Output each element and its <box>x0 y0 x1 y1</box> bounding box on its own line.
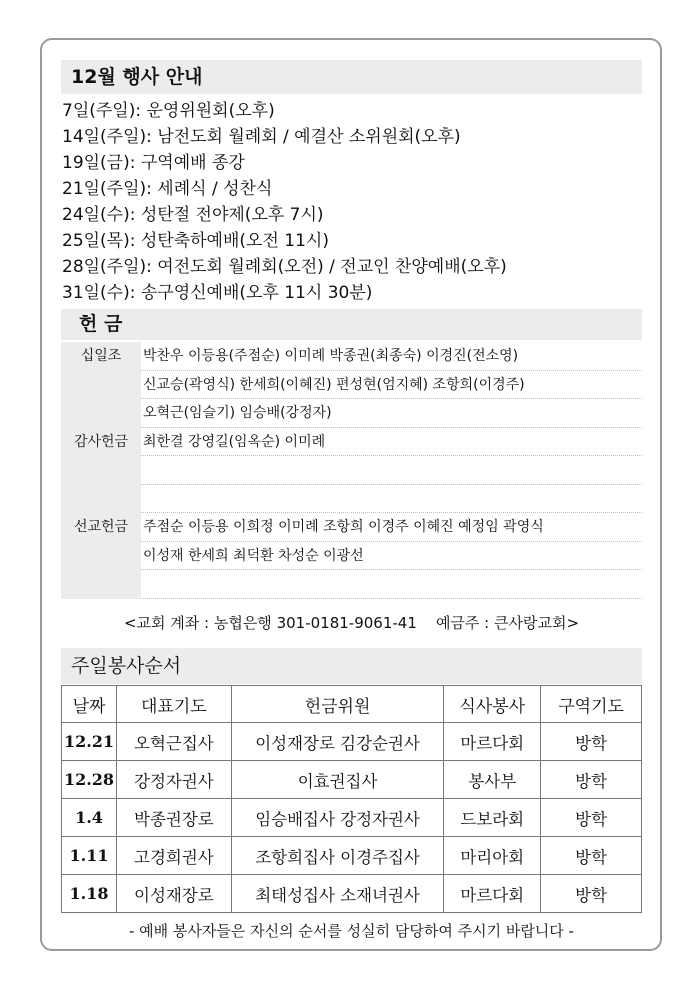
event-item: 14일(주일): 남전도회 월례회 / 예결산 소위원회(오후) <box>62 127 461 147</box>
table-row <box>62 837 642 875</box>
cell-meal-service: 마리아회 <box>444 837 541 875</box>
event-item: 25일(목): 성탄축하예배(오전 11시) <box>62 231 329 251</box>
cell-district-prayer: 방학 <box>541 723 642 761</box>
header-meal-service: 식사봉사 <box>444 686 541 723</box>
offering-category: 감사헌금 <box>61 428 141 457</box>
events-title: 12월 행사 안내 <box>61 60 642 94</box>
cell-prayer: 오혁근집사 <box>116 723 231 761</box>
header-prayer: 대표기도 <box>116 686 231 723</box>
cell-date: 1.18 <box>62 875 117 913</box>
cell-date: 1.11 <box>62 837 117 875</box>
offering-row <box>61 485 642 514</box>
cell-district-prayer: 방학 <box>541 875 642 913</box>
table-header-row <box>62 686 642 723</box>
offering-row <box>61 342 642 371</box>
offering-names: 주점순 이등용 이희정 이미례 조항희 이경주 이혜진 예정임 곽영식 <box>143 519 544 535</box>
cell-prayer: 고경희권사 <box>116 837 231 875</box>
offering-table <box>61 342 642 599</box>
cell-date: 12.21 <box>62 723 117 761</box>
cell-meal-service: 마르다회 <box>444 723 541 761</box>
header-date: 날짜 <box>62 686 117 723</box>
offering-category <box>61 399 141 428</box>
cell-prayer: 박종권장로 <box>116 799 231 837</box>
footer-note: - 예배 봉사자들은 자신의 순서를 성실히 담당하여 주시기 바랍니다 - <box>129 922 574 940</box>
offering-names: 오혁근(임슬기) 임승배(강정자) <box>143 405 332 421</box>
event-item: 28일(주일): 여전도회 월례회(오전) / 전교인 찬양예배(오후) <box>62 257 507 277</box>
cell-offering-committee: 최태성집사 소재녀권사 <box>231 875 444 913</box>
church-account: <교회 계좌 : 농협은행 301-0181-9061-41 예금주 : 큰사랑교회> <box>123 614 580 632</box>
cell-date: 1.4 <box>62 799 117 837</box>
table-row <box>62 799 642 837</box>
event-item: 24일(수): 성탄절 전야제(오후 7시) <box>62 205 324 225</box>
offering-category <box>61 456 141 485</box>
header-district-prayer: 구역기도 <box>541 686 642 723</box>
offering-category: 십일조 <box>61 342 141 371</box>
offering-row <box>61 399 642 428</box>
service-title: 주일봉사순서 <box>61 648 642 684</box>
offering-title: 헌 금 <box>61 309 642 340</box>
offering-row <box>61 513 642 542</box>
offering-row <box>61 570 642 599</box>
offering-category <box>61 542 141 571</box>
offering-category <box>61 371 141 400</box>
cell-district-prayer: 방학 <box>541 837 642 875</box>
offering-row <box>61 542 642 571</box>
event-item: 21일(주일): 세례식 / 성찬식 <box>62 179 273 199</box>
table-row <box>62 761 642 799</box>
table-row <box>62 875 642 913</box>
cell-meal-service: 마르다회 <box>444 875 541 913</box>
cell-offering-committee: 임승배집사 강정자권사 <box>231 799 444 837</box>
offering-row <box>61 456 642 485</box>
offering-row <box>61 428 642 457</box>
offering-names: 신교승(곽영식) 한세희(이혜진) 편성현(엄지혜) 조항희(이경주) <box>143 376 525 393</box>
cell-offering-committee: 이효권집사 <box>231 761 444 799</box>
offering-names: 박찬우 이등용(주점순) 이미례 박종권(최종숙) 이경진(전소영) <box>143 348 519 364</box>
events-list <box>62 98 642 306</box>
cell-offering-committee: 조항희집사 이경주집사 <box>231 837 444 875</box>
service-schedule-table <box>61 685 642 913</box>
event-item: 7일(주일): 운영위원회(오후) <box>62 101 275 121</box>
event-item: 19일(금): 구역예배 종강 <box>62 153 245 173</box>
header-offering-committee: 헌금위원 <box>231 686 444 723</box>
cell-date: 12.28 <box>62 761 117 799</box>
table-row <box>62 723 642 761</box>
cell-offering-committee: 이성재장로 김강순권사 <box>231 723 444 761</box>
offering-row <box>61 371 642 400</box>
cell-prayer: 이성재장로 <box>116 875 231 913</box>
offering-names: 이성재 한세희 최덕환 차성순 이광선 <box>143 547 364 564</box>
cell-prayer: 강정자권사 <box>116 761 231 799</box>
cell-meal-service: 드보라회 <box>444 799 541 837</box>
offering-category <box>61 570 141 599</box>
cell-district-prayer: 방학 <box>541 761 642 799</box>
offering-category: 선교헌금 <box>61 513 141 542</box>
cell-district-prayer: 방학 <box>541 799 642 837</box>
cell-meal-service: 봉사부 <box>444 761 541 799</box>
event-item: 31일(수): 송구영신예배(오후 11시 30분) <box>62 283 373 303</box>
offering-category <box>61 485 141 514</box>
offering-names: 최한결 강영길(임옥순) 이미례 <box>143 433 326 450</box>
